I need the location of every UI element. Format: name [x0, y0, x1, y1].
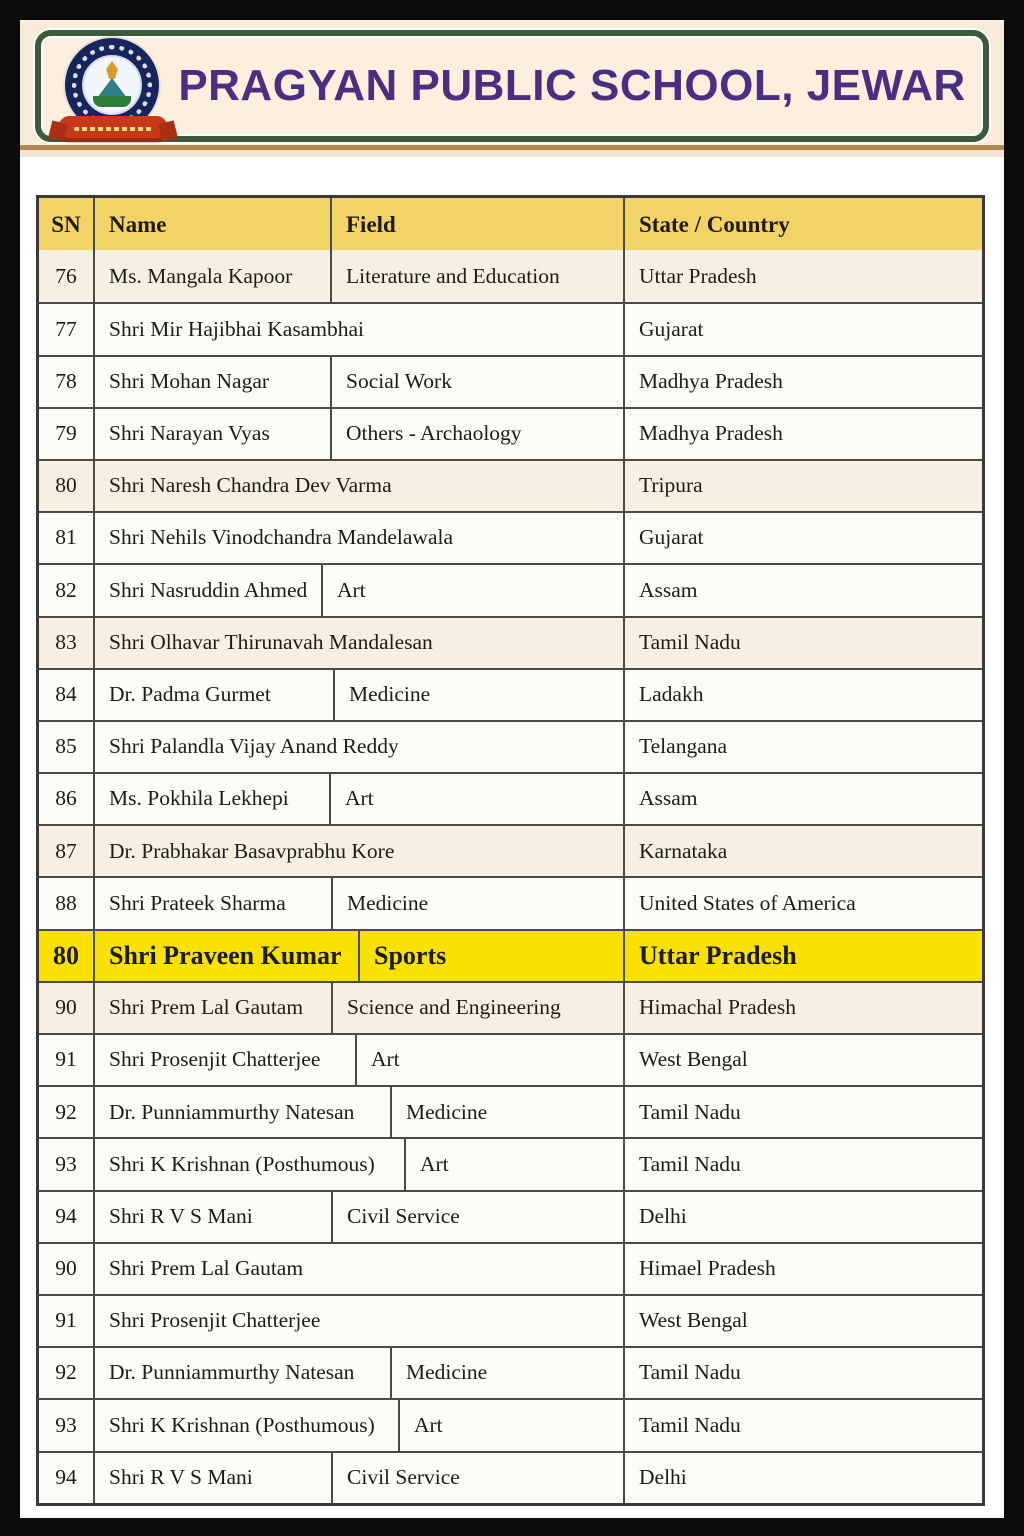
cell-field: Medicine: [333, 878, 625, 928]
crest-icon: [97, 78, 127, 98]
cell-state: Tamil Nadu: [639, 1360, 741, 1385]
cell-sn: 91: [39, 1296, 95, 1346]
cell-name: Shri R V S Mani: [95, 1453, 333, 1503]
cell-name: Shri Praveen Kumar: [95, 931, 360, 981]
table-row: [39, 407, 982, 459]
cell-state: Tripura: [639, 473, 703, 498]
cell-sn: 86: [39, 774, 95, 824]
table-row: [39, 1398, 982, 1450]
cell-state: Tamil Nadu: [639, 1151, 741, 1176]
cell-sn: 77: [39, 304, 95, 354]
cell-sn: 93: [39, 1139, 95, 1189]
cell-state: Gujarat: [639, 316, 704, 341]
cell-field: Medicine: [392, 1087, 625, 1137]
cell-sn: 94: [39, 1192, 95, 1242]
cell-name: Shri Nehils Vinodchandra Mandelawala: [95, 513, 625, 563]
column-header-state: State / Country: [639, 211, 790, 237]
cell-state: Delhi: [639, 1464, 687, 1489]
table-row: [39, 1451, 982, 1503]
table-wrap: [36, 195, 985, 1506]
cell-name: Shri K Krishnan (Posthumous): [95, 1139, 406, 1189]
cell-sn: 94: [39, 1453, 95, 1503]
table-row: [39, 250, 982, 302]
cell-sn: 80: [39, 461, 95, 511]
cell-sn: 93: [39, 1400, 95, 1450]
table-row: [39, 563, 982, 615]
cell-name: Shri Nasruddin Ahmed: [95, 565, 323, 615]
table-row: [39, 981, 982, 1033]
page-title: PRAGYAN PUBLIC SCHOOL, JEWAR: [178, 61, 966, 110]
cell-name: Dr. Punniammurthy Natesan: [95, 1087, 392, 1137]
cell-field: Medicine: [392, 1348, 625, 1398]
header-band: [20, 20, 1004, 150]
cell-name: Shri Narayan Vyas: [95, 409, 332, 459]
cell-sn: 88: [39, 878, 95, 928]
table-header-row: [39, 198, 982, 250]
table-row: [39, 302, 982, 354]
cell-sn: 87: [39, 826, 95, 876]
cell-name: Shri Prateek Sharma: [95, 878, 333, 928]
table-row: [39, 876, 982, 928]
cell-state: Delhi: [639, 1203, 687, 1228]
column-header-name: Name: [95, 198, 332, 250]
cell-state: Telangana: [639, 734, 728, 759]
cell-state: Tamil Nadu: [639, 629, 741, 654]
cell-name: Shri Prosenjit Chatterjee: [95, 1035, 357, 1085]
cell-name: Shri Prosenjit Chatterjee: [95, 1296, 625, 1346]
cell-sn: 78: [39, 357, 95, 407]
cell-state: Madhya Pradesh: [639, 421, 783, 446]
cell-field: Literature and Education: [332, 250, 625, 302]
table-row: [39, 668, 982, 720]
cell-state: Himachal Pradesh: [639, 995, 797, 1020]
ribbon-script: [74, 127, 152, 131]
column-header-field: Field: [332, 198, 625, 250]
cell-field: Social Work: [332, 357, 625, 407]
cell-state: Gujarat: [639, 525, 704, 550]
cell-sn: 92: [39, 1348, 95, 1398]
table-row: [39, 1137, 982, 1189]
cell-name: Shri Olhavar Thirunavah Mandalesan: [95, 618, 625, 668]
table-row: [39, 772, 982, 824]
cell-name: Ms. Pokhila Lekhepi: [95, 774, 331, 824]
table-row: [39, 1190, 982, 1242]
cell-state: West Bengal: [639, 1047, 748, 1072]
cell-state: Himael Pradesh: [639, 1256, 776, 1281]
cell-name: Dr. Padma Gurmet: [95, 670, 335, 720]
cell-field: Others - Archaology: [332, 409, 625, 459]
cell-field: Art: [400, 1400, 625, 1450]
table-row: [39, 1085, 982, 1137]
table-row: [39, 1033, 982, 1085]
cell-name: Shri Mohan Nagar: [95, 357, 332, 407]
cell-name: Shri Palandla Vijay Anand Reddy: [95, 722, 625, 772]
cell-field: Art: [406, 1139, 625, 1189]
cell-sn: 91: [39, 1035, 95, 1085]
cell-sn: 81: [39, 513, 95, 563]
table-row: [39, 459, 982, 511]
column-header-sn: SN: [39, 198, 95, 250]
cell-state: Madhya Pradesh: [639, 368, 783, 393]
cell-field: Civil Service: [333, 1192, 625, 1242]
cell-name: Shri R V S Mani: [95, 1192, 333, 1242]
table-row: [39, 824, 982, 876]
cell-sn: 79: [39, 409, 95, 459]
emblem-inner: [82, 55, 142, 115]
flame-icon: [103, 61, 121, 79]
table-row: [39, 1294, 982, 1346]
cell-sn: 82: [39, 565, 95, 615]
table-row: [39, 929, 982, 981]
awardees-table: [36, 195, 985, 1506]
cell-name: Ms. Mangala Kapoor: [95, 250, 332, 302]
table-row: [39, 1242, 982, 1294]
cell-state: Assam: [639, 786, 698, 811]
cell-state: Uttar Pradesh: [639, 263, 757, 288]
cell-name: Dr. Prabhakar Basavprabhu Kore: [95, 826, 625, 876]
table-row: [39, 720, 982, 772]
cell-sn: 90: [39, 1244, 95, 1294]
cell-sn: 80: [39, 931, 95, 981]
cell-field: Art: [323, 565, 625, 615]
cell-sn: 83: [39, 618, 95, 668]
cell-field: Sports: [360, 931, 625, 981]
cell-state: Tamil Nadu: [639, 1412, 741, 1437]
cell-field: Medicine: [335, 670, 625, 720]
cell-state: West Bengal: [639, 1308, 748, 1333]
table-body: [39, 250, 982, 1503]
header-card: [35, 30, 989, 142]
cell-state: Assam: [639, 577, 698, 602]
table-row: [39, 616, 982, 668]
ribbon-banner-icon: [58, 116, 168, 142]
cell-state: Karnataka: [639, 838, 728, 863]
cell-sn: 84: [39, 670, 95, 720]
school-logo: [59, 34, 167, 142]
cell-name: Shri Naresh Chandra Dev Varma: [95, 461, 625, 511]
page: [20, 20, 1004, 1518]
cell-field: Civil Service: [333, 1453, 625, 1503]
cell-name: Shri K Krishnan (Posthumous): [95, 1400, 400, 1450]
cell-sn: 92: [39, 1087, 95, 1137]
cell-sn: 90: [39, 983, 95, 1033]
cell-state: Ladakh: [639, 682, 704, 707]
cell-state: Tamil Nadu: [639, 1099, 741, 1124]
cell-field: Science and Engineering: [333, 983, 625, 1033]
table-row: [39, 355, 982, 407]
cell-field: Art: [357, 1035, 625, 1085]
cell-name: Shri Prem Lal Gautam: [95, 983, 333, 1033]
cell-state: United States of America: [639, 890, 856, 915]
table-row: [39, 1346, 982, 1398]
cell-name: Dr. Punniammurthy Natesan: [95, 1348, 392, 1398]
cell-field: Art: [331, 774, 625, 824]
book-icon: [93, 96, 131, 107]
cell-name: Shri Prem Lal Gautam: [95, 1244, 625, 1294]
table-row: [39, 511, 982, 563]
cell-sn: 76: [39, 250, 95, 302]
cell-name: Shri Mir Hajibhai Kasambhai: [95, 304, 625, 354]
cell-sn: 85: [39, 722, 95, 772]
cell-state: Uttar Pradesh: [639, 940, 797, 970]
